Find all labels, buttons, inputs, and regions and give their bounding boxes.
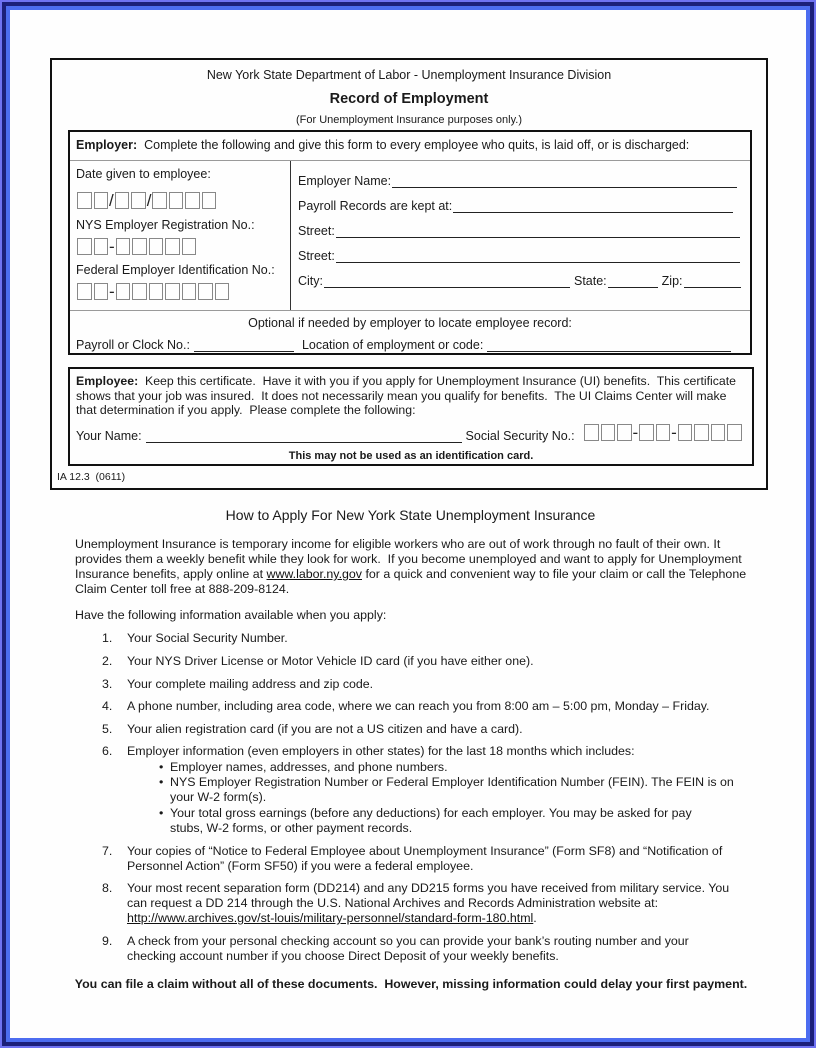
ssn-digit[interactable] bbox=[727, 424, 742, 441]
payroll-records-input[interactable] bbox=[453, 200, 733, 213]
date-separator: / bbox=[146, 191, 152, 210]
intro-text: Unemployment Insurance is temporary income for eligible workers who are out of work through no fault of their own. It provides them a weekly benefit while they look for work. If you become unemployed and want to apply for Unemployment Insurance benefits, apply online at bbox=[75, 537, 746, 581]
list-number: 6. bbox=[102, 744, 113, 758]
list-number: 9. bbox=[102, 934, 113, 948]
bullet-text: NYS Employer Registration Number or Federal Employer Identification Number (FEIN). The FEIN is on your W-2 form(s). bbox=[170, 775, 734, 804]
intro-paragraph bbox=[75, 537, 755, 597]
bullet-text: Employer names, addresses, and phone numbers. bbox=[170, 760, 448, 774]
location-label: Location of employment or code: bbox=[301, 338, 484, 352]
nys-reg-digit[interactable] bbox=[165, 238, 180, 255]
date-month-digit-2[interactable] bbox=[94, 192, 109, 209]
ssn-digit[interactable] bbox=[656, 424, 671, 441]
form-code: IA 12.3 (0611) bbox=[57, 471, 126, 483]
optional-employee-record bbox=[70, 310, 750, 355]
ssn-digit[interactable] bbox=[584, 424, 599, 441]
archives-link[interactable]: http://www.archives.gov/st-louis/military-personnel/standard-form-180.html bbox=[127, 911, 534, 925]
city-label: City: bbox=[298, 274, 323, 288]
payroll-records-label: Payroll Records are kept at: bbox=[298, 199, 453, 213]
bullet-icon: • bbox=[159, 806, 164, 820]
id-card-warning: This may not be used as an identification card. bbox=[288, 450, 534, 462]
ssn-label: Social Security No.: bbox=[465, 429, 575, 443]
list-text: A phone number, including area code, where we can reach you from 8:00 am – 5:00 pm, Monday – Friday. bbox=[127, 699, 710, 713]
date-day-digit-2[interactable] bbox=[131, 192, 146, 209]
employer-id-column bbox=[70, 161, 291, 310]
employer-address-column bbox=[291, 161, 750, 310]
ssn-separator: - bbox=[671, 423, 677, 442]
employee-heading-label: Employee: bbox=[76, 374, 139, 388]
list-text: A check from your personal checking account so you can provide your bank’s routing number and your checking account number if you choose Direct Deposit of your weekly benefits. bbox=[127, 934, 689, 963]
date-year-digit-2[interactable] bbox=[169, 192, 184, 209]
city-input[interactable] bbox=[324, 275, 570, 288]
ssn-field[interactable] bbox=[584, 423, 744, 442]
fein-digit[interactable] bbox=[215, 283, 230, 300]
have-following-text: Have the following information available when you apply: bbox=[75, 608, 387, 622]
list-number: 4. bbox=[102, 699, 113, 713]
form-title: Record of Employment bbox=[329, 91, 489, 107]
fein-field[interactable] bbox=[77, 282, 231, 301]
fein-label: Federal Employer Identification No.: bbox=[76, 263, 275, 277]
closing-note: You can file a claim without all of these documents. However, missing information could delay your first payment. bbox=[74, 977, 748, 991]
ssn-digit[interactable] bbox=[639, 424, 654, 441]
employee-heading-text: Keep this certificate. Have it with you if you apply for Unemployment Insurance (UI) benefits. This certificate shows that your job was insured. It does not necessarily mean you qualify for benefits. The UI Claims Center will make that determination if you apply. Please complete the following: bbox=[76, 374, 740, 418]
list-text: Your alien registration card (if you are not a US citizen and have a card). bbox=[127, 722, 523, 736]
street2-label: Street: bbox=[298, 249, 335, 263]
fein-digit[interactable] bbox=[116, 283, 131, 300]
date-month-digit-1[interactable] bbox=[77, 192, 92, 209]
employee-section bbox=[68, 367, 754, 466]
payroll-location-row bbox=[76, 336, 731, 352]
list-text: Your complete mailing address and zip code. bbox=[127, 677, 374, 691]
nys-reg-digit[interactable] bbox=[77, 238, 92, 255]
employer-section bbox=[68, 130, 752, 355]
ssn-digit[interactable] bbox=[678, 424, 693, 441]
labor-website-link[interactable]: www.labor.ny.gov bbox=[266, 567, 362, 581]
your-name-input[interactable] bbox=[146, 430, 462, 443]
fein-digit[interactable] bbox=[182, 283, 197, 300]
street1-label: Street: bbox=[298, 224, 335, 238]
fein-separator: - bbox=[109, 282, 115, 301]
zip-label: Zip: bbox=[661, 274, 683, 288]
fein-digit[interactable] bbox=[94, 283, 109, 300]
nys-reg-digit[interactable] bbox=[149, 238, 164, 255]
nys-reg-digit[interactable] bbox=[132, 238, 147, 255]
employer-heading-label: Employer: bbox=[76, 138, 138, 152]
date-given-field[interactable] bbox=[77, 191, 218, 210]
payroll-records-field[interactable] bbox=[298, 197, 733, 213]
intro-text-end: for a quick and convenient way to file your claim or call the Telephone Claim Center toll free at 888-209-8124. bbox=[75, 567, 747, 596]
date-year-digit-3[interactable] bbox=[185, 192, 200, 209]
bullet-text: Your total gross earnings (before any deductions) for each employer. You may be asked for pay stubs, W-2 forms, or other payment records. bbox=[170, 806, 692, 835]
your-name-label: Your Name: bbox=[76, 429, 142, 443]
list-number: 5. bbox=[102, 722, 113, 736]
payroll-clock-input[interactable] bbox=[194, 339, 294, 352]
employee-instructions bbox=[76, 374, 740, 418]
employer-name-label: Employer Name: bbox=[298, 174, 392, 188]
street1-field[interactable] bbox=[298, 222, 740, 238]
employee-name-ssn-row bbox=[76, 427, 575, 443]
date-day-digit-1[interactable] bbox=[115, 192, 130, 209]
list-text-end: . bbox=[533, 911, 537, 925]
date-year-digit-4[interactable] bbox=[202, 192, 217, 209]
location-input[interactable] bbox=[487, 339, 731, 352]
ssn-digit[interactable] bbox=[694, 424, 709, 441]
employer-heading-text: Complete the following and give this form to every employee who quits, is laid off, or is discharged: bbox=[137, 138, 690, 152]
record-of-employment-form bbox=[50, 58, 768, 490]
list-number: 7. bbox=[102, 844, 113, 858]
street1-input[interactable] bbox=[336, 225, 740, 238]
state-input[interactable] bbox=[608, 275, 658, 288]
bullet-icon: • bbox=[159, 775, 164, 789]
zip-input[interactable] bbox=[684, 275, 741, 288]
fein-digit[interactable] bbox=[165, 283, 180, 300]
nys-registration-label: NYS Employer Registration No.: bbox=[76, 218, 255, 232]
date-given-label: Date given to employee: bbox=[76, 167, 211, 181]
list-number: 3. bbox=[102, 677, 113, 691]
agency-name: New York State Department of Labor - Unemployment Insurance Division bbox=[206, 68, 612, 82]
date-separator: / bbox=[109, 191, 114, 210]
date-year-digit-1[interactable] bbox=[152, 192, 167, 209]
employer-section-heading bbox=[70, 132, 750, 161]
list-text-body: Your most recent separation form (DD214) and any DD215 forms you have received from military service. You can request a DD 214 through the U.S. National Archives and Records Administration website at: bbox=[127, 881, 730, 910]
form-subtitle: (For Unemployment Insurance purposes only.) bbox=[295, 114, 522, 126]
list-number: 1. bbox=[102, 631, 113, 645]
employer-name-input[interactable] bbox=[392, 175, 737, 188]
list-number: 8. bbox=[102, 881, 113, 895]
document-page bbox=[10, 10, 806, 1038]
list-text: Employer information (even employers in other states) for the last 18 months which includes: bbox=[127, 744, 635, 758]
nys-reg-digit[interactable] bbox=[182, 238, 197, 255]
state-label: State: bbox=[574, 274, 607, 288]
ssn-separator: - bbox=[632, 423, 639, 442]
employer-name-field[interactable] bbox=[298, 172, 737, 188]
ssn-digit[interactable] bbox=[617, 424, 632, 441]
nys-registration-field[interactable] bbox=[77, 237, 198, 256]
fein-digit[interactable] bbox=[132, 283, 147, 300]
fein-digit[interactable] bbox=[77, 283, 92, 300]
instructions-title: How to Apply For New York State Unemployment Insurance bbox=[225, 507, 596, 523]
list-number: 2. bbox=[102, 654, 113, 668]
bullet-icon: • bbox=[159, 760, 164, 774]
list-text: Your NYS Driver License or Motor Vehicle ID card (if you have either one). bbox=[127, 654, 534, 668]
fein-digit[interactable] bbox=[198, 283, 213, 300]
ssn-digit[interactable] bbox=[601, 424, 616, 441]
ssn-digit[interactable] bbox=[711, 424, 726, 441]
list-text bbox=[127, 881, 742, 926]
nys-reg-digit[interactable] bbox=[116, 238, 131, 255]
nys-reg-separator: - bbox=[109, 237, 115, 256]
nys-reg-digit[interactable] bbox=[94, 238, 109, 255]
street2-input[interactable] bbox=[336, 250, 740, 263]
list-text: Your copies of “Notice to Federal Employee about Unemployment Insurance” (Form SF8) and “Notification of Personnel Action” (Form SF50) if you were a federal employee. bbox=[127, 844, 723, 873]
optional-note: Optional if needed by employer to locate employee record: bbox=[248, 316, 572, 330]
list-text: Your Social Security Number. bbox=[127, 631, 288, 645]
city-state-zip-row bbox=[298, 272, 741, 288]
street2-field[interactable] bbox=[298, 247, 740, 263]
payroll-clock-label: Payroll or Clock No.: bbox=[76, 338, 190, 352]
fein-digit[interactable] bbox=[149, 283, 164, 300]
